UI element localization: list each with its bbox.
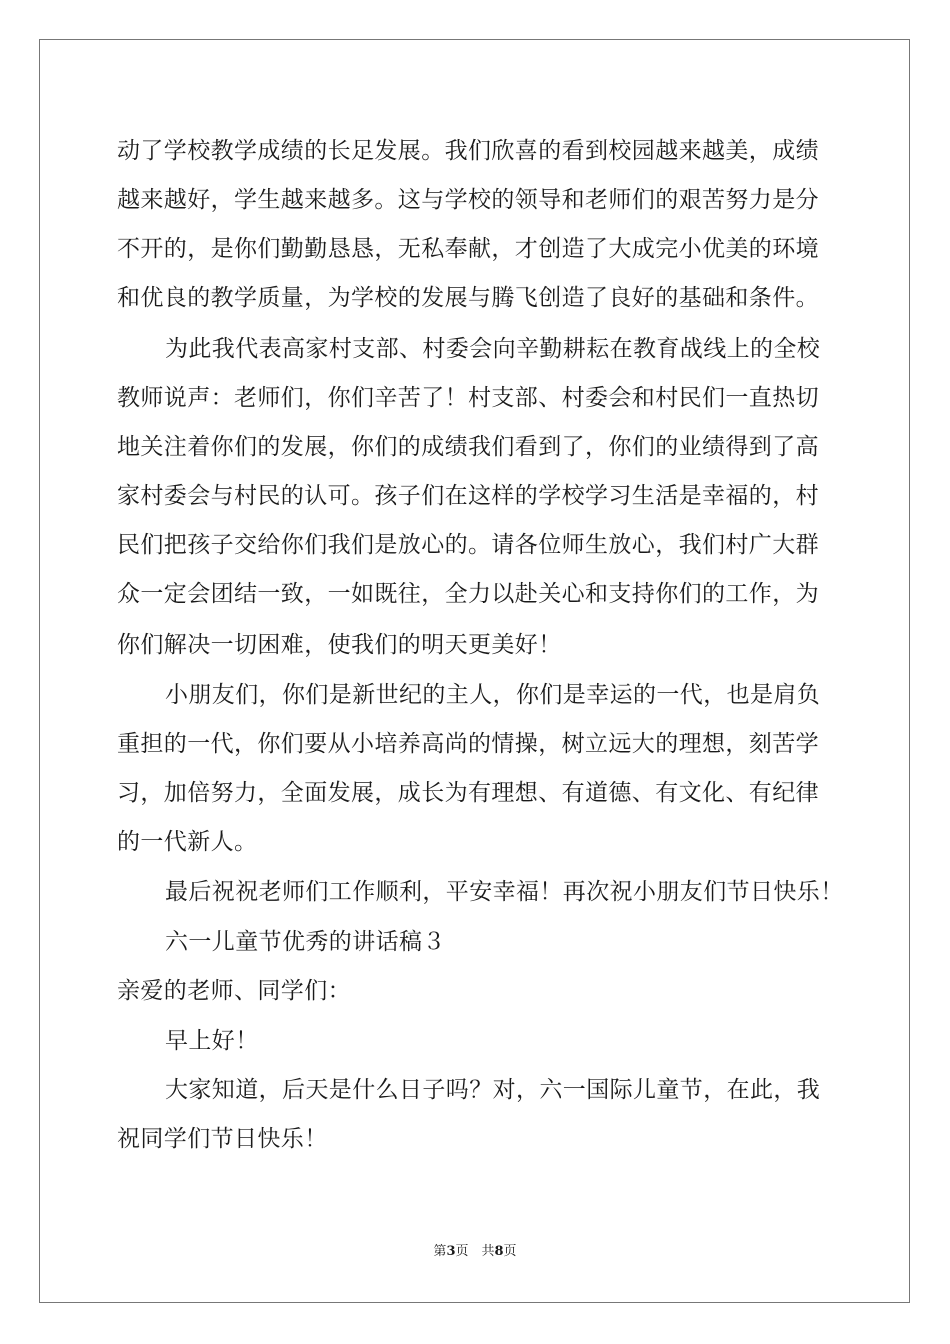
body-line: 为此我代表高家村支部、村委会向辛勤耕耘在教育战线上的全校 [165, 336, 821, 362]
body-line: 民们把孩子交给你们我们是放心的。请各位师生放心，我们村广大群 [117, 532, 819, 558]
body-line: 最后祝祝老师们工作顺利，平安幸福！再次祝小朋友们节日快乐！ [165, 879, 844, 905]
body-line: 习，加倍努力，全面发展，成长为有理想、有道德、有文化、有纪律 [117, 780, 819, 806]
body-line: 动了学校教学成绩的长足发展。我们欣喜的看到校园越来越美，成绩 [117, 138, 819, 164]
footer-page-number: 3 [446, 1244, 456, 1259]
body-line: 的一代新人。 [117, 829, 258, 855]
section-title: 六一儿童节优秀的讲话稿３ [165, 929, 446, 955]
footer-suffix: 页 [503, 1244, 517, 1259]
footer-prefix: 第 [433, 1244, 447, 1259]
body-line: 祝同学们节日快乐！ [117, 1126, 328, 1152]
body-line: 小朋友们，你们是新世纪的主人，你们是幸运的一代，也是肩负 [165, 682, 821, 708]
footer-mid: 页 共 [455, 1244, 495, 1259]
body-line: 众一定会团结一致，一如既往，全力以赴关心和支持你们的工作，为 [117, 581, 819, 607]
body-line: 教师说声：老师们，你们辛苦了！村支部、村委会和村民们一直热切 [117, 385, 819, 411]
body-line: 越来越好，学生越来越多。这与学校的领导和老师们的艰苦努力是分 [117, 187, 819, 213]
body-line: 不开的，是你们勤勤恳恳，无私奉献，才创造了大成完小优美的环境 [117, 236, 819, 262]
body-line: 和优良的教学质量，为学校的发展与腾飞创造了良好的基础和条件。 [117, 285, 819, 311]
greeting: 早上好！ [165, 1028, 259, 1054]
body-line: 重担的一代，你们要从小培养高尚的情操，树立远大的理想，刻苦学 [117, 731, 819, 757]
salutation: 亲爱的老师、同学们： [117, 978, 351, 1004]
body-line: 你们解决一切困难，使我们的明天更美好！ [117, 632, 562, 658]
footer-page-total: 8 [494, 1244, 504, 1259]
body-line: 地关注着你们的发展，你们的成绩我们看到了，你们的业绩得到了高 [117, 434, 819, 460]
body-line: 家村委会与村民的认可。孩子们在这样的学校学习生活是幸福的，村 [117, 483, 819, 509]
page-footer [0, 1244, 950, 1260]
body-line: 大家知道，后天是什么日子吗？对，六一国际儿童节，在此，我 [165, 1077, 821, 1103]
page-border [39, 39, 910, 1303]
